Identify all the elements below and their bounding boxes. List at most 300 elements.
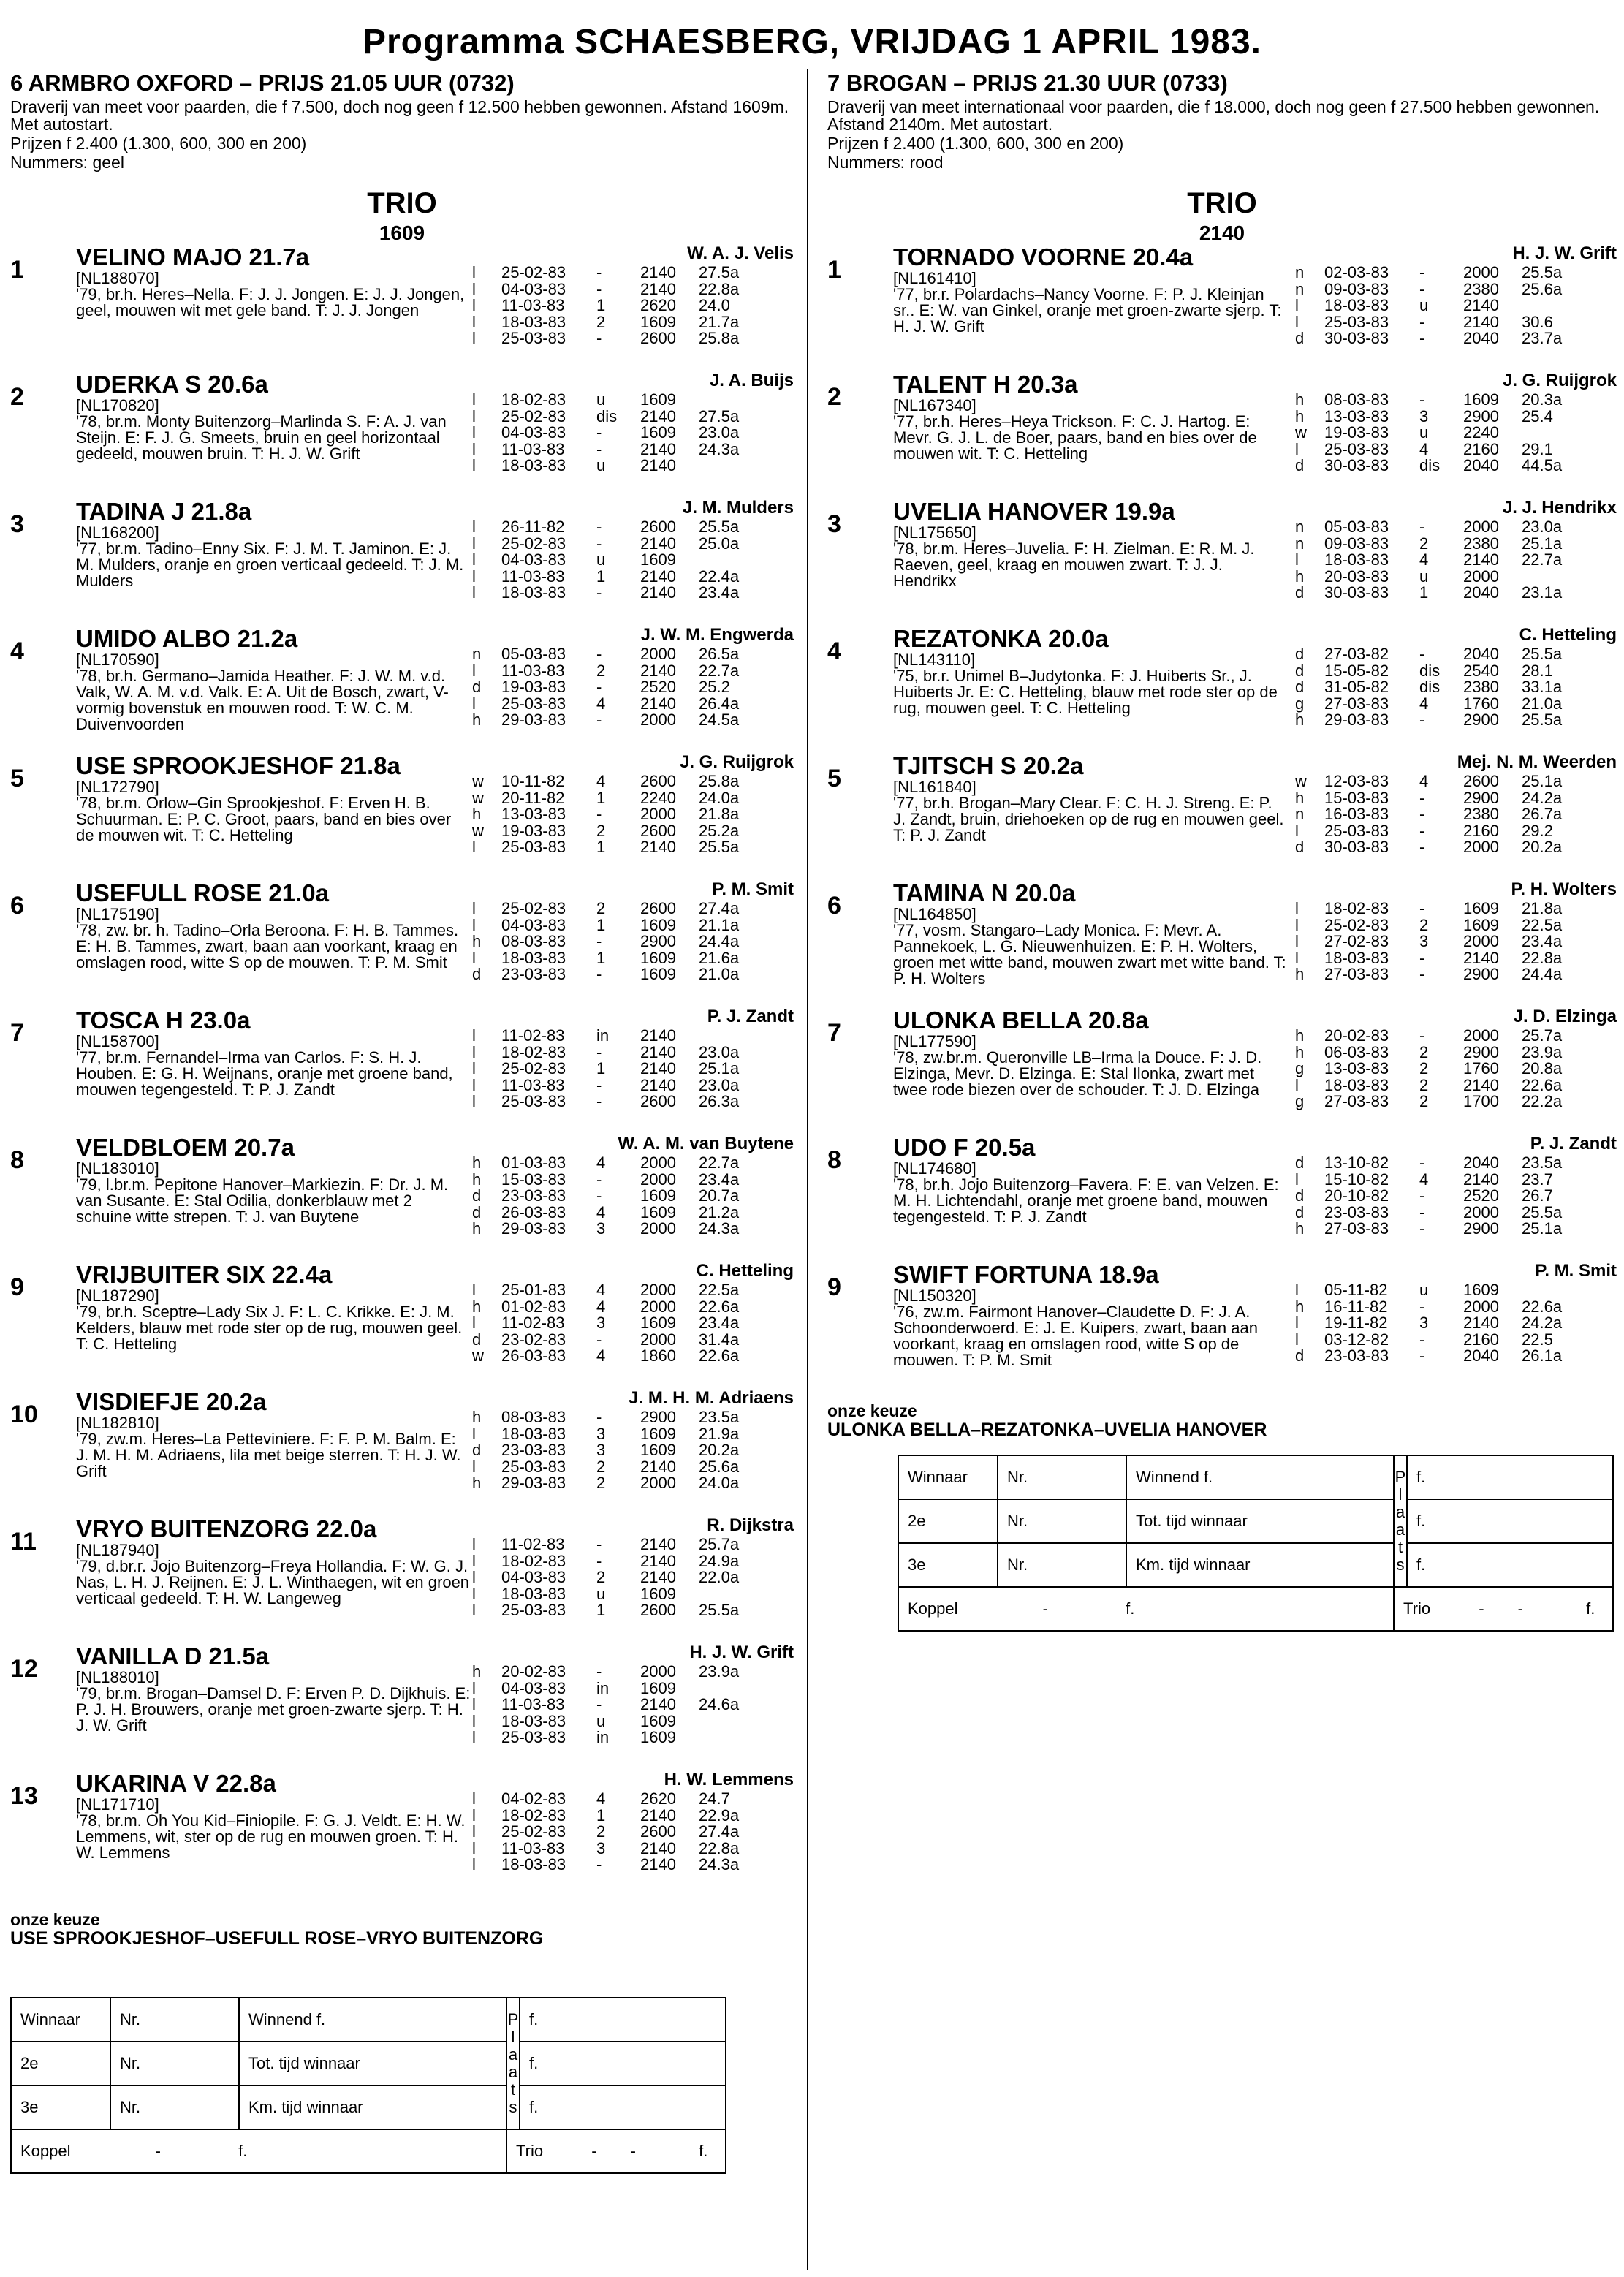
race-distance: 1609 [640, 423, 676, 442]
race-distance: 2000 [640, 645, 676, 663]
race-distance: 2380 [1463, 279, 1499, 298]
horse-description: '78, br.m. Orlow–Gin Sprookjeshof. F: Erven H. B. Schuurman. E: P. C. Groot, paars, band en bies over de mouwen wit. T: C. Hetteling [76, 794, 452, 844]
race-date: 25-01-83 [501, 1281, 566, 1299]
track-code: w [472, 772, 484, 790]
track-code: l [472, 915, 476, 934]
result-row [472, 646, 794, 663]
race-date: 11-03-83 [501, 1838, 565, 1857]
horse-description: '78, br.m. Monty Buitenzorg–Marlinda S. F: A. J. van Steijn. E: F. J. G. Smeets, bruin en geel horizontaal gedeeld, mouwen bruin. T: H. J. W. Grift [76, 412, 447, 463]
finish-position: - [1419, 899, 1425, 917]
horse-entry [10, 499, 794, 626]
result-row [472, 1172, 794, 1189]
bet-form-table [898, 1455, 1614, 1632]
race-prizes: Prijzen f 2.400 (1.300, 600, 300 en 200) [10, 134, 307, 153]
race-distance: 2160 [1463, 821, 1499, 840]
finish-position: - [596, 1042, 602, 1061]
race-distance: 2140 [1463, 312, 1499, 331]
race-date: 01-03-83 [501, 1153, 566, 1172]
horse-registration: [NL168200] [76, 523, 159, 542]
amount-label: f. [1407, 1543, 1613, 1587]
result-row [1295, 839, 1617, 856]
track-code: n [1295, 263, 1305, 281]
race-distance: 1609 [640, 1711, 676, 1730]
race-date: 25-02-83 [1324, 915, 1389, 934]
horse-description: '79, d.br.r. Jojo Buitenzorg–Freya Hollandia. F: W. G. J. Nas, L. H. J. Reijnen. E: J. L. Winthaegen, wit en groen verticaal gedeeld. T: H. W. Langeweg [76, 1557, 470, 1607]
track-code: d [1295, 329, 1305, 347]
race-distance: 2040 [1463, 329, 1499, 347]
track-code: h [1295, 711, 1305, 729]
horse-description: '79, zw.m. Heres–La Petteviniere. F: F. P. M. Balm. E: J. M. H. M. Adriaens, lila met beige sterren. T: H. J. W. Grift [76, 1430, 461, 1480]
track-code: l [1295, 1075, 1299, 1094]
race-time: 22.6a [699, 1346, 740, 1365]
finish-position: - [596, 1551, 602, 1570]
result-row [1295, 314, 1617, 331]
track-code: d [1295, 583, 1305, 602]
race-time: 24.9a [699, 1551, 740, 1570]
trio-cell [1394, 1587, 1613, 1631]
recent-results [1295, 519, 1617, 602]
result-row [472, 712, 794, 729]
horse-trainer: J. M. H. M. Adriaens [629, 1389, 794, 1408]
race-time: 20.7a [699, 1186, 740, 1205]
race-date: 19-03-83 [501, 821, 566, 840]
finish-position: 1 [596, 788, 606, 807]
horse-entry [827, 880, 1617, 1007]
track-code: l [1295, 439, 1299, 458]
finish-position: 2 [1419, 1059, 1429, 1077]
horse-entry [827, 371, 1617, 499]
race-distance: 2600 [640, 329, 676, 347]
result-row [1295, 823, 1617, 840]
race-time: 22.5 [1522, 1330, 1553, 1349]
horse-number: 6 [10, 892, 24, 920]
horse-description: '75, br.r. Unimel B–Judytonka. F: J. Huiberts Sr., J. Huiberts Jr. E: C. Hetteling, blauw met rode ster op de rug, mouwen geel. T: C. Hetteling [893, 667, 1278, 717]
race-distance: 2140 [640, 1026, 676, 1045]
finish-position: - [596, 645, 602, 663]
horse-number: 1 [10, 256, 24, 284]
race-time: 25.5a [1522, 645, 1563, 663]
track-code: l [1295, 915, 1299, 934]
track-code: d [472, 1441, 482, 1459]
race-distance: 2140 [1463, 1170, 1499, 1189]
race-date: 23-03-83 [1324, 1346, 1389, 1365]
track-code: l [1295, 899, 1299, 917]
horse-number: 6 [827, 892, 841, 920]
track-code: l [1295, 932, 1299, 950]
recent-results [472, 1791, 794, 1873]
race-time: 24.0a [699, 1474, 740, 1492]
race-date: 11-02-83 [501, 1535, 565, 1553]
track-code: l [472, 1059, 476, 1077]
race-date: 18-02-83 [501, 1806, 566, 1825]
race-distance: 1609 [640, 1678, 676, 1697]
track-code: l [472, 1075, 476, 1094]
result-row [472, 901, 794, 917]
result-row [472, 933, 794, 950]
number-label: Nr. [110, 2085, 239, 2129]
track-code: l [472, 1281, 476, 1299]
track-code: l [472, 1838, 476, 1857]
horse-list [827, 244, 1617, 1389]
race-distance: 1700 [1463, 1092, 1499, 1110]
race-distance: 2380 [1463, 534, 1499, 553]
finish-position: 3 [596, 1838, 606, 1857]
finish-position: 1 [1419, 583, 1429, 602]
result-row [472, 439, 794, 458]
race-distance: 2600 [640, 821, 676, 840]
result-row [1295, 569, 1617, 586]
race-6-column [10, 70, 794, 2270]
result-row [1295, 950, 1617, 967]
race-time: 25.5a [699, 838, 740, 856]
race-time: 25.7a [1522, 1026, 1563, 1045]
horse-registration: [NL143110] [893, 651, 976, 669]
finish-position: 2 [1419, 1092, 1429, 1110]
race-date: 18-03-83 [501, 1424, 566, 1443]
finish-position: - [1419, 645, 1425, 663]
result-row [1295, 1202, 1617, 1221]
horse-description: '78, br.h. Germano–Jamida Heather. F: J. W. M. v.d. Valk, W. A. M. v.d. Valk. E: A. Uit de Bosch, zwart, V-vormig bovenstuk en mouwen rood. T: W. C. M. Duivenvoorden [76, 667, 449, 733]
horse-registration: [NL170820] [76, 396, 159, 414]
km-time-label: Km. tijd winnaar [1126, 1543, 1394, 1587]
race-time: 23.0a [699, 423, 740, 442]
finish-position: u [596, 1711, 606, 1730]
race-time: 22.4a [699, 567, 740, 586]
horse-entry [827, 1262, 1617, 1389]
track-code: n [1295, 279, 1305, 298]
recent-results [1295, 1282, 1617, 1365]
horse-trainer: J. J. Hendrikx [1502, 499, 1617, 518]
race-distance: 2900 [1463, 711, 1499, 729]
horse-name: VELINO MAJO 21.7a [76, 244, 310, 270]
race-date: 30-03-83 [1324, 583, 1389, 602]
horse-entry [827, 244, 1617, 371]
result-row [472, 1426, 794, 1443]
koppel-cell [11, 2129, 506, 2173]
race-distance: 2140 [1199, 221, 1245, 244]
race-date: 04-03-83 [501, 423, 566, 442]
finish-position: - [1419, 390, 1425, 409]
race-date: 18-02-83 [501, 390, 566, 409]
race-date: 25-03-83 [1324, 439, 1389, 458]
horse-registration: [NL172790] [76, 778, 159, 796]
track-code: l [472, 1026, 476, 1045]
race-time: 25.5a [699, 518, 740, 536]
race-time [693, 1681, 757, 1697]
result-row [472, 1824, 794, 1841]
finish-position: - [596, 1695, 602, 1713]
race-distance: 2600 [640, 1601, 676, 1619]
choice-label: onze keuze [827, 1401, 917, 1420]
finish-position: u [1419, 567, 1429, 586]
race-time: 26.5a [699, 645, 740, 663]
race-time: 25.7a [699, 1535, 740, 1553]
race-distance: 2000 [1463, 1202, 1499, 1221]
race-distance: 2160 [1463, 1330, 1499, 1349]
race-date: 13-03-83 [501, 805, 566, 823]
track-code: l [472, 567, 476, 586]
dash: - [591, 2142, 597, 2160]
race-time: 25.5a [1522, 1202, 1563, 1221]
result-row [472, 1678, 794, 1697]
finish-position: 2 [596, 1474, 606, 1492]
horse-name: UVELIA HANOVER 19.9a [893, 499, 1175, 525]
horse-description: '79, l.br.m. Pepitone Hanover–Markiezin. F: Dr. J. M. van Susante. E: Stal Odilia, donkerblauw met 2 schuine witte strepen. T: J. van Buytene [76, 1175, 449, 1226]
result-row [472, 966, 794, 983]
race-date: 04-03-83 [501, 1678, 566, 1697]
race-date: 12-03-83 [1324, 772, 1389, 790]
race-time: 29.1 [1522, 439, 1553, 458]
race-colors: Nummers: geel [10, 153, 124, 172]
finish-position: - [596, 932, 602, 950]
result-row [472, 806, 794, 823]
finish-position: u [1419, 423, 1429, 442]
race-time: 24.3a [699, 1855, 740, 1873]
race-date: 18-02-83 [501, 1551, 566, 1570]
track-code: l [472, 423, 476, 442]
race-date: 05-11-82 [1324, 1281, 1388, 1299]
result-row [1295, 1061, 1617, 1077]
track-code: h [1295, 567, 1305, 586]
result-row [1295, 1155, 1617, 1172]
finish-position: 4 [1419, 772, 1429, 790]
race-time: 22.7a [699, 661, 740, 680]
race-distance: 2620 [640, 296, 676, 314]
track-code: l [472, 279, 476, 298]
horse-trainer: J. G. Ruijgrok [679, 753, 794, 772]
race-distance: 2140 [640, 1838, 676, 1857]
horse-registration: [NL161840] [893, 778, 976, 796]
race-date: 18-03-83 [501, 583, 566, 602]
horse-registration: [NL187290] [76, 1287, 159, 1305]
result-row [472, 1332, 794, 1349]
race-date: 18-03-83 [501, 1584, 566, 1603]
race-distance: 2140 [1463, 296, 1499, 314]
result-row [472, 1202, 794, 1221]
race-date: 13-10-82 [1324, 1153, 1389, 1172]
finish-position: - [596, 263, 602, 281]
amount-label: f. [520, 2085, 726, 2129]
finish-position: - [1419, 821, 1425, 840]
amount-label: f. [699, 2142, 708, 2160]
race-distance: 2140 [640, 1855, 676, 1873]
race-time: 21.0a [1522, 694, 1563, 713]
horse-description: '78, br.m. Heres–Juvelia. F: H. Zielman. E: R. M. J. Raeven, geel, kraag en mouwen zwart. T: J. J. Hendrikx [893, 539, 1255, 590]
place-label: P l a a t s [506, 1998, 520, 2129]
race-time: 23.4a [699, 583, 740, 602]
race-time: 26.4a [699, 694, 740, 713]
race-time: 25.2a [699, 821, 740, 840]
horse-number: 3 [827, 510, 841, 538]
recent-results [472, 773, 794, 856]
result-row [1295, 1332, 1617, 1349]
horse-number: 9 [827, 1273, 841, 1301]
race-date: 27-03-82 [1324, 645, 1389, 663]
track-code: d [1295, 1153, 1305, 1172]
finish-position: - [596, 805, 602, 823]
horse-name: UDO F 20.5a [893, 1134, 1036, 1161]
result-row [1295, 696, 1617, 713]
result-row [472, 1857, 794, 1873]
race-distance: 2140 [640, 439, 676, 458]
race-distance: 2000 [1463, 263, 1499, 281]
race-date: 20-11-82 [501, 788, 565, 807]
race-date: 19-11-82 [1324, 1314, 1388, 1332]
result-row [472, 1348, 794, 1365]
horse-registration: [NL175650] [893, 523, 976, 542]
race-date: 18-03-83 [501, 312, 566, 331]
race-distance: 2520 [640, 678, 676, 696]
horse-entry [10, 626, 794, 753]
result-row [472, 1061, 794, 1077]
race-time: 25.6a [1522, 279, 1563, 298]
finish-position: 1 [596, 915, 606, 934]
result-row [472, 1094, 794, 1110]
result-row [472, 425, 794, 442]
horse-registration: [NL164850] [893, 905, 976, 923]
horse-name: UDERKA S 20.6a [76, 371, 268, 398]
horse-entry [827, 499, 1617, 626]
race-time: 22.5a [1522, 915, 1563, 934]
race-distance: 1609 [640, 1202, 676, 1221]
race-distance: 2620 [640, 1789, 676, 1808]
track-code: l [472, 263, 476, 281]
our-choice [827, 1402, 1617, 1440]
race-time: 25.1a [1522, 534, 1563, 553]
race-time: 22.6a [1522, 1297, 1563, 1316]
result-row [472, 1077, 794, 1094]
result-row [1295, 1348, 1617, 1365]
finish-position: 4 [596, 1202, 606, 1221]
finish-position: u [1419, 1281, 1429, 1299]
horse-registration: [NL188070] [76, 269, 159, 287]
horse-number: 7 [827, 1019, 841, 1047]
track-code: l [472, 838, 476, 856]
track-code: l [472, 1855, 476, 1873]
race-date: 18-02-83 [1324, 899, 1389, 917]
track-code: l [472, 1711, 476, 1730]
track-code: d [472, 1330, 482, 1349]
km-time-label: Km. tijd winnaar [239, 2085, 506, 2129]
race-time [693, 1586, 757, 1603]
track-code: l [472, 1314, 476, 1332]
track-code: l [472, 661, 476, 680]
race-distance: 2900 [640, 932, 676, 950]
horse-registration: [NL150320] [893, 1287, 976, 1305]
result-row [1295, 536, 1617, 553]
choice-label: onze keuze [10, 1910, 100, 1929]
number-label: Nr. [998, 1543, 1126, 1587]
number-label: Nr. [110, 1998, 239, 2042]
finish-position: - [596, 534, 602, 553]
race-distance: 2000 [640, 1474, 676, 1492]
result-row [1295, 712, 1617, 729]
horse-description: '78, zw. br. h. Tadino–Orla Beroona. F: H. B. Tammes. E: H. B. Tammes, zwart, baan aan voorkant, kraag en omslagen rood, witte S op de mouwen. T: P. M. Smit [76, 921, 459, 971]
race-time: 23.4a [1522, 932, 1563, 950]
race-distance: 2140 [640, 1806, 676, 1825]
recent-results [472, 265, 794, 347]
result-row [1295, 392, 1617, 409]
result-row [1295, 519, 1617, 536]
result-row [472, 1155, 794, 1172]
finish-position: in [596, 1728, 610, 1746]
result-row [472, 281, 794, 298]
horse-number: 7 [10, 1019, 24, 1047]
result-row [472, 536, 794, 553]
dash: - [630, 2142, 636, 2160]
race-time: 25.8a [699, 772, 740, 790]
track-code: l [1295, 1314, 1299, 1332]
recent-results [1295, 265, 1617, 347]
horse-entry [10, 1770, 794, 1898]
track-code: l [472, 1601, 476, 1619]
horse-entry [827, 753, 1617, 880]
race-date: 15-03-83 [501, 1170, 566, 1189]
horse-registration: [NL187940] [76, 1541, 159, 1559]
finish-position: 4 [596, 1789, 606, 1808]
race-distance: 1609 [640, 915, 676, 934]
track-code: h [1295, 965, 1305, 983]
result-row [472, 1791, 794, 1808]
race-distance: 2900 [1463, 406, 1499, 425]
horse-trainer: Mej. N. M. Weerden [1457, 753, 1617, 772]
finish-position: 4 [1419, 550, 1429, 569]
horse-name: TADINA J 21.8a [76, 499, 252, 525]
race-date: 09-03-83 [1324, 279, 1389, 298]
track-code: l [1295, 1330, 1299, 1349]
result-row [1295, 933, 1617, 950]
race-distance: 2000 [640, 1153, 676, 1172]
race-distance: 2140 [640, 694, 676, 713]
track-code: d [1295, 1346, 1305, 1365]
finish-position: 3 [596, 1219, 606, 1238]
race-time: 20.2a [1522, 838, 1563, 856]
race-date: 03-12-82 [1324, 1330, 1389, 1349]
race-distance: 2140 [640, 1457, 676, 1476]
result-row [1295, 265, 1617, 281]
race-distance: 1609 [1463, 899, 1499, 917]
race-distance: 2000 [640, 711, 676, 729]
horse-name: VANILLA D 21.5a [76, 1643, 270, 1670]
third-label: 3e [11, 2085, 110, 2129]
track-code: h [472, 711, 482, 729]
race-distance: 2380 [1463, 805, 1499, 823]
race-distance: 1609 [640, 390, 676, 409]
race-date: 23-03-83 [501, 965, 566, 983]
race-time: 22.7a [1522, 550, 1563, 569]
horse-number: 8 [827, 1146, 841, 1174]
horse-name: USEFULL ROSE 21.0a [76, 880, 330, 906]
result-row [472, 552, 794, 569]
koppel-label: Koppel [20, 2142, 71, 2160]
finish-position: 3 [1419, 406, 1429, 425]
race-date: 11-02-83 [501, 1314, 565, 1332]
finish-position: 4 [1419, 694, 1429, 713]
finish-position: - [596, 678, 602, 696]
horse-entry [827, 626, 1617, 753]
finish-position: in [596, 1678, 610, 1697]
race-time [693, 552, 757, 569]
race-distance: 2140 [640, 1042, 676, 1061]
race-distance: 1609 [640, 1424, 676, 1443]
recent-results [472, 1028, 794, 1110]
race-date: 27-03-83 [1324, 1092, 1389, 1110]
race-distance: 2000 [1463, 1026, 1499, 1045]
race-date: 18-02-83 [501, 1042, 566, 1061]
track-code: g [1295, 694, 1305, 713]
race-time: 22.9a [699, 1806, 740, 1825]
horse-trainer: R. Dijkstra [707, 1516, 794, 1535]
